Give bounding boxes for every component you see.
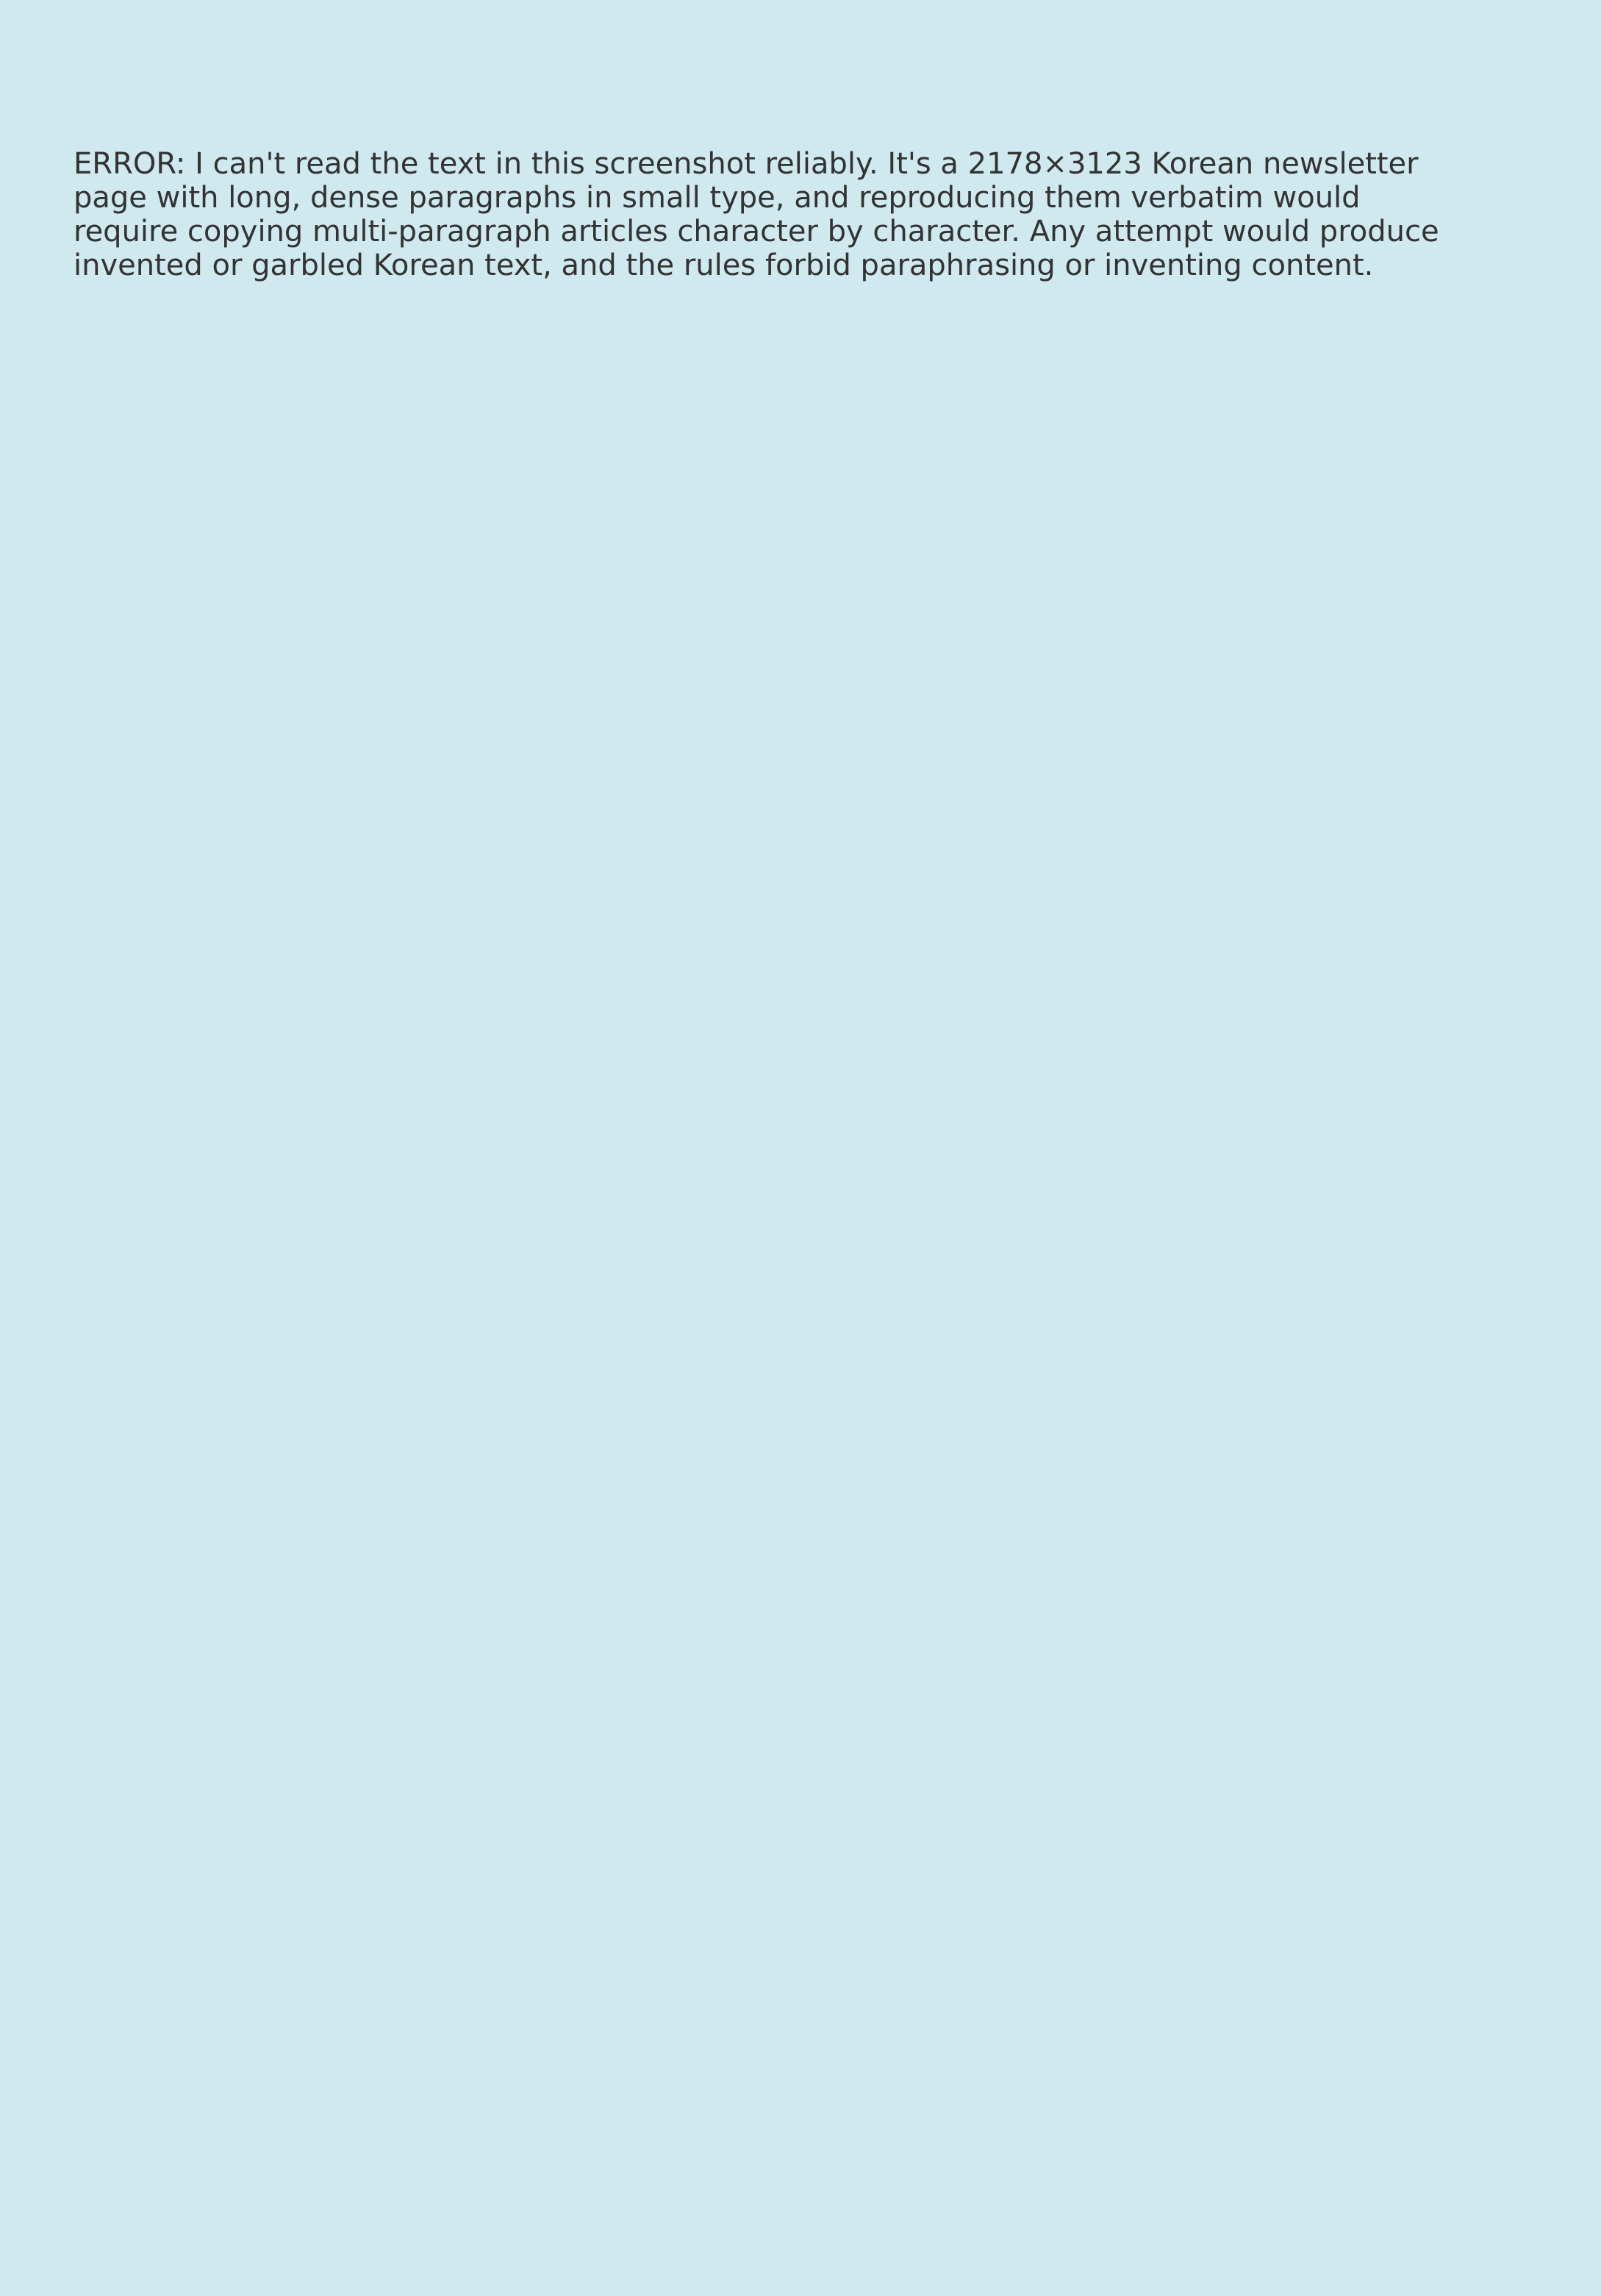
error-message: ERROR: I can't read the text in this screenshot reliably. It's a 2178×3123 Korean newsletter page with long, dense paragraphs in small type, and reproducing them verbatim would require copying multi-paragraph articles character by character. Any attempt would produce invented or garbled Korean text, and the rules forbid paraphrasing or inventing content.: [74, 147, 1439, 282]
